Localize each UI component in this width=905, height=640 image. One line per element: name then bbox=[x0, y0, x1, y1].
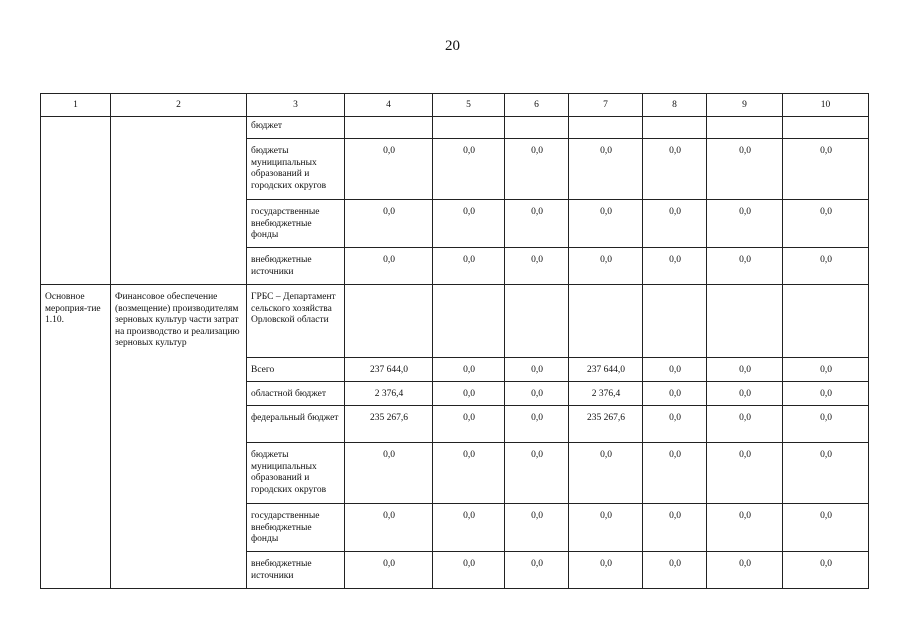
value-cell: 0,0 bbox=[643, 406, 707, 443]
col-header-9: 9 bbox=[707, 94, 783, 117]
col-header-4: 4 bbox=[345, 94, 433, 117]
value-cell bbox=[569, 117, 643, 139]
measure-cell-empty bbox=[41, 117, 111, 285]
value-cell: 0,0 bbox=[643, 443, 707, 504]
value-cell: 0,0 bbox=[433, 552, 505, 589]
source-cell: государственные внебюджетные фонды bbox=[247, 200, 345, 248]
value-cell: 237 644,0 bbox=[345, 358, 433, 382]
value-cell: 0,0 bbox=[505, 504, 569, 552]
value-cell: 0,0 bbox=[783, 406, 869, 443]
value-cell: 0,0 bbox=[783, 382, 869, 406]
value-cell bbox=[707, 285, 783, 358]
value-cell: 0,0 bbox=[707, 406, 783, 443]
col-header-8: 8 bbox=[643, 94, 707, 117]
source-cell: ГРБС – Департамент сельского хозяйства Орловской области bbox=[247, 285, 345, 358]
value-cell: 0,0 bbox=[345, 443, 433, 504]
value-cell bbox=[433, 117, 505, 139]
value-cell: 235 267,6 bbox=[569, 406, 643, 443]
value-cell: 0,0 bbox=[433, 139, 505, 200]
value-cell: 0,0 bbox=[505, 382, 569, 406]
value-cell: 0,0 bbox=[505, 248, 569, 285]
value-cell bbox=[433, 285, 505, 358]
value-cell: 0,0 bbox=[707, 200, 783, 248]
value-cell: 0,0 bbox=[505, 139, 569, 200]
value-cell: 0,0 bbox=[783, 552, 869, 589]
value-cell: 0,0 bbox=[505, 200, 569, 248]
value-cell: 0,0 bbox=[345, 139, 433, 200]
source-cell: бюджет bbox=[247, 117, 345, 139]
table-row bbox=[41, 117, 869, 139]
value-cell: 0,0 bbox=[505, 406, 569, 443]
value-cell: 0,0 bbox=[433, 504, 505, 552]
value-cell bbox=[707, 117, 783, 139]
header-row bbox=[41, 94, 869, 117]
value-cell: 0,0 bbox=[433, 382, 505, 406]
budget-table bbox=[40, 93, 869, 589]
value-cell: 0,0 bbox=[783, 200, 869, 248]
value-cell: 0,0 bbox=[569, 504, 643, 552]
page-number: 20 bbox=[445, 38, 460, 54]
value-cell: 0,0 bbox=[643, 552, 707, 589]
value-cell: 0,0 bbox=[707, 382, 783, 406]
value-cell: 0,0 bbox=[345, 200, 433, 248]
col-header-6: 6 bbox=[505, 94, 569, 117]
value-cell: 0,0 bbox=[707, 139, 783, 200]
source-cell: внебюджетные источники bbox=[247, 248, 345, 285]
source-cell: федеральный бюджет bbox=[247, 406, 345, 443]
source-cell: бюджеты муниципальных образований и городских округов bbox=[247, 139, 345, 200]
value-cell: 0,0 bbox=[643, 139, 707, 200]
source-cell: внебюджетные источники bbox=[247, 552, 345, 589]
value-cell: 0,0 bbox=[707, 358, 783, 382]
value-cell: 0,0 bbox=[707, 504, 783, 552]
measure-cell: Основное мероприя-тие 1.10. bbox=[41, 285, 111, 589]
value-cell: 0,0 bbox=[643, 248, 707, 285]
value-cell bbox=[643, 117, 707, 139]
value-cell: 0,0 bbox=[569, 200, 643, 248]
value-cell: 0,0 bbox=[569, 443, 643, 504]
value-cell: 0,0 bbox=[505, 358, 569, 382]
col-header-10: 10 bbox=[783, 94, 869, 117]
description-cell-empty bbox=[111, 117, 247, 285]
value-cell bbox=[505, 285, 569, 358]
value-cell: 0,0 bbox=[643, 200, 707, 248]
value-cell bbox=[505, 117, 569, 139]
value-cell: 0,0 bbox=[707, 248, 783, 285]
value-cell: 2 376,4 bbox=[569, 382, 643, 406]
source-cell: бюджеты муниципальных образований и городских округов bbox=[247, 443, 345, 504]
col-header-3: 3 bbox=[247, 94, 345, 117]
value-cell: 0,0 bbox=[569, 248, 643, 285]
value-cell bbox=[345, 117, 433, 139]
value-cell: 235 267,6 bbox=[345, 406, 433, 443]
value-cell: 0,0 bbox=[433, 200, 505, 248]
value-cell: 0,0 bbox=[433, 358, 505, 382]
source-cell: Всего bbox=[247, 358, 345, 382]
value-cell: 0,0 bbox=[783, 358, 869, 382]
value-cell: 0,0 bbox=[569, 552, 643, 589]
value-cell: 0,0 bbox=[345, 552, 433, 589]
value-cell: 0,0 bbox=[643, 382, 707, 406]
value-cell bbox=[783, 285, 869, 358]
value-cell bbox=[345, 285, 433, 358]
value-cell: 0,0 bbox=[433, 248, 505, 285]
value-cell bbox=[783, 117, 869, 139]
value-cell: 0,0 bbox=[345, 504, 433, 552]
value-cell: 237 644,0 bbox=[569, 358, 643, 382]
value-cell: 0,0 bbox=[783, 504, 869, 552]
value-cell: 0,0 bbox=[345, 248, 433, 285]
value-cell: 0,0 bbox=[433, 406, 505, 443]
value-cell: 0,0 bbox=[643, 358, 707, 382]
value-cell: 0,0 bbox=[783, 139, 869, 200]
col-header-5: 5 bbox=[433, 94, 505, 117]
table-row bbox=[41, 285, 869, 358]
value-cell: 2 376,4 bbox=[345, 382, 433, 406]
value-cell: 0,0 bbox=[783, 443, 869, 504]
value-cell: 0,0 bbox=[643, 504, 707, 552]
value-cell: 0,0 bbox=[707, 443, 783, 504]
value-cell: 0,0 bbox=[707, 552, 783, 589]
col-header-7: 7 bbox=[569, 94, 643, 117]
value-cell: 0,0 bbox=[569, 139, 643, 200]
col-header-1: 1 bbox=[41, 94, 111, 117]
col-header-2: 2 bbox=[111, 94, 247, 117]
value-cell: 0,0 bbox=[433, 443, 505, 504]
value-cell: 0,0 bbox=[783, 248, 869, 285]
value-cell: 0,0 bbox=[505, 552, 569, 589]
value-cell bbox=[569, 285, 643, 358]
value-cell bbox=[643, 285, 707, 358]
source-cell: областной бюджет bbox=[247, 382, 345, 406]
value-cell: 0,0 bbox=[505, 443, 569, 504]
source-cell: государственные внебюджетные фонды bbox=[247, 504, 345, 552]
description-cell: Финансовое обеспечение (возмещение) производителям зерновых культур части затрат на производство и реализацию зерновых культур bbox=[111, 285, 247, 589]
